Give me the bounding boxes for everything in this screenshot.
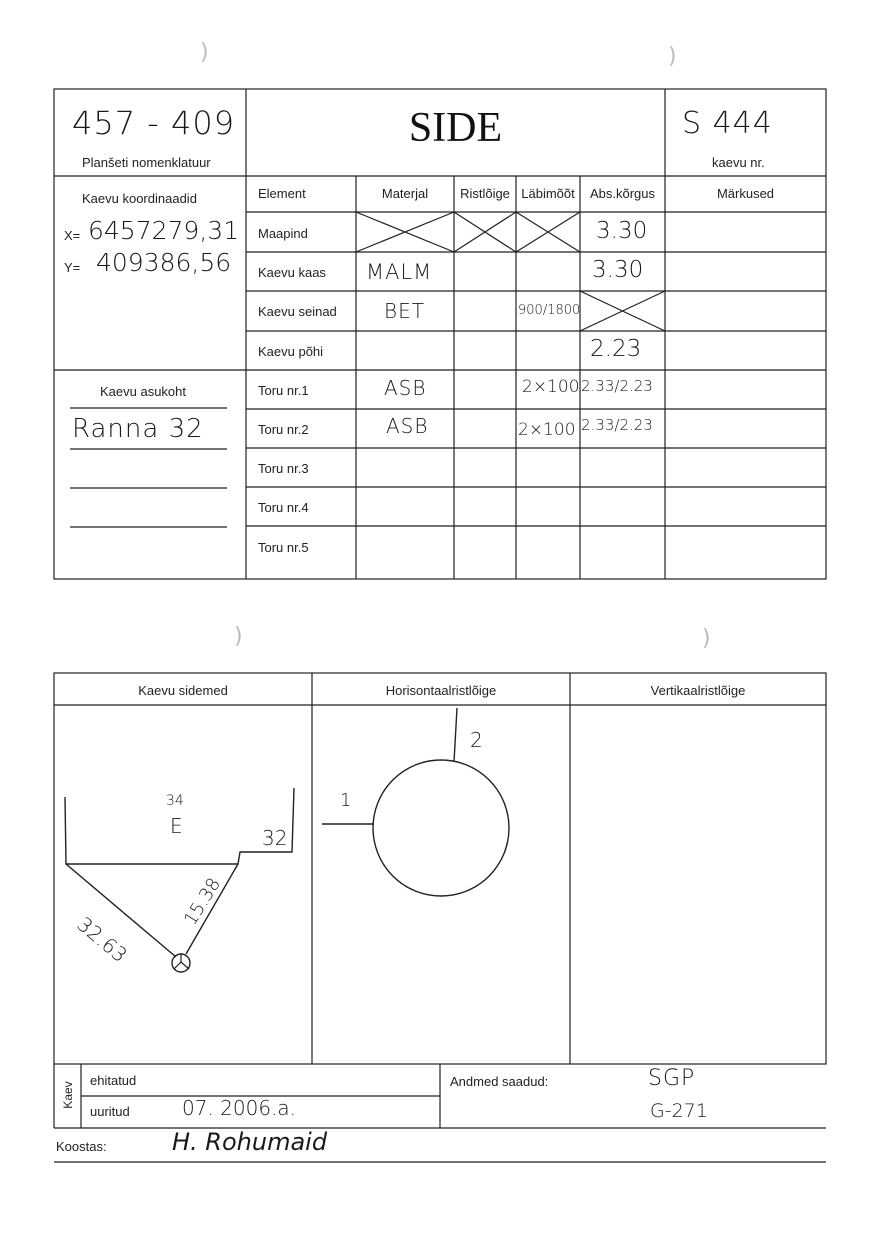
abs-height-value: 2.33/2.23 [581,377,653,395]
data-from-value-1: SGP [648,1066,696,1091]
punch-mark: ) [668,44,677,69]
header-ristloige: Ristlõige [460,186,510,201]
abs-height-value: 2.23 [590,336,642,362]
distance-label-right: 15.38 [180,874,226,930]
table-row-label: Kaevu põhi [258,344,324,359]
data-from-label: Andmed saadud: [450,1074,549,1089]
y-coordinate-value: 409386,56 [96,248,232,277]
col-title-horizontal: Horisontaalristlõige [385,683,497,698]
table-row-label: Toru nr.5 [258,540,309,555]
surveyed-label: uuritud [90,1104,130,1119]
well-number-label: kaevu nr. [712,155,765,170]
well-number-value: S 444 [682,106,773,141]
material-value: MALM [366,260,433,284]
plan-nomenclature-value: 457 - 409 [72,104,236,142]
material-value: BET [384,299,425,323]
x-coordinate-value: 6457279,31 [88,216,240,245]
table-row-label: Toru nr.4 [258,500,309,515]
built-label: ehitatud [90,1073,137,1088]
table-row-label: Toru nr.2 [258,422,309,437]
data-from-value-2: G-271 [650,1100,708,1122]
diameter-value: 900/1800 [518,303,581,318]
building-letter: E [170,814,184,838]
distance-label-left: 32.63 [72,912,132,968]
surveyed-value: 07. 2006.a. [182,1096,297,1120]
col-title-vertical: Vertikaalristlõige [650,683,746,698]
col-title-ties: Kaevu sidemed [138,683,228,698]
building-number: 34 [166,793,184,809]
material-value: ASB [384,376,427,400]
punch-mark: ) [234,624,243,649]
form-title: SIDE [408,105,503,151]
table-row-label: Kaevu seinad [258,304,337,319]
abs-height-value: 3.30 [596,218,648,244]
header-abs-korgus: Abs.kõrgus [589,186,656,201]
header-markused: Märkused [716,186,775,201]
location-label: Kaevu asukoht [100,384,187,399]
diameter-value: 2×100 [522,377,580,397]
header-element: Element [258,186,306,201]
compiled-label: Koostas: [56,1139,107,1154]
header-labimoot: Läbimõõt [521,186,575,201]
x-prefix: X= [64,228,81,243]
punch-mark: ) [702,626,711,651]
abs-height-value: 3.30 [592,257,644,283]
pipe-1-label: 1 [340,790,353,811]
table-row-label: Kaevu kaas [258,265,326,280]
table-row-label: Toru nr.3 [258,461,309,476]
diameter-value: 2×100 [518,420,576,440]
coordinates-label: Kaevu koordinaadid [82,191,197,206]
kaev-label: Kaev [61,1081,75,1109]
punch-mark: ) [200,40,209,65]
corner-label: 32 [262,826,288,850]
table-row-label: Maapind [258,226,308,241]
header-materjal: Materjal [381,186,429,201]
abs-height-value: 2.33/2.23 [581,416,653,434]
plan-nomenclature-label: Planšeti nomenklatuur [82,155,211,170]
table-row-label: Toru nr.1 [258,383,309,398]
location-value: Ranna 32 [72,414,204,444]
pipe-2-label: 2 [470,728,484,752]
compiled-value: H. Rohumaid [172,1128,328,1156]
material-value: ASB [386,414,429,438]
y-prefix: Y= [64,260,81,275]
